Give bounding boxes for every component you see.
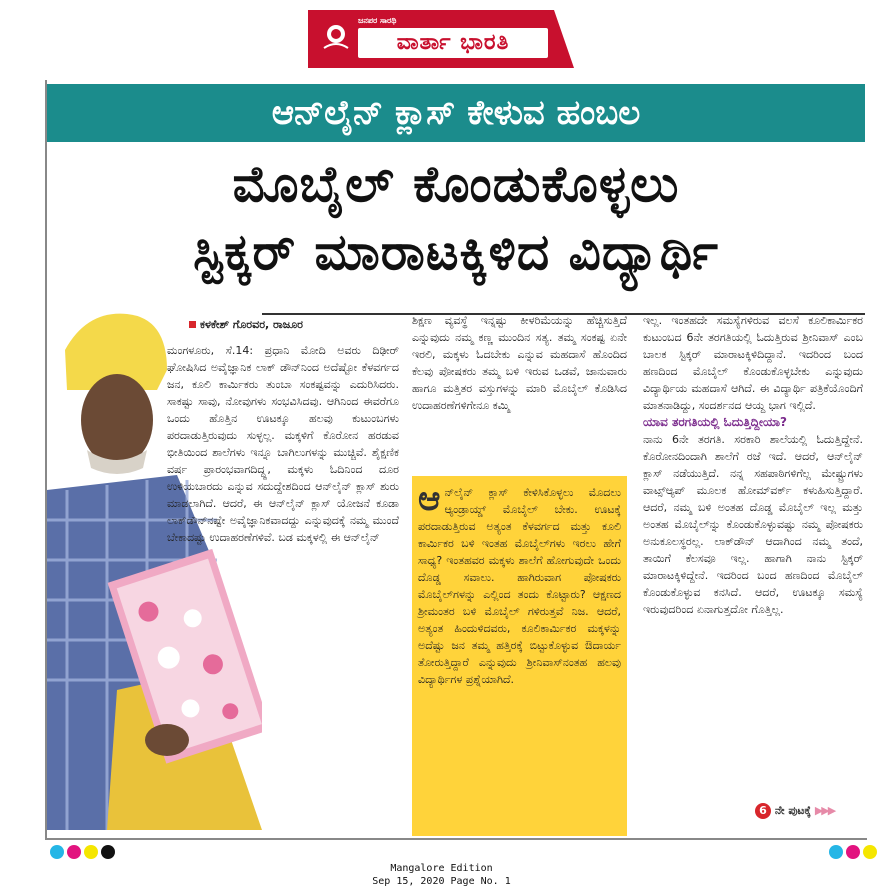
article-headline — [47, 150, 865, 286]
headline-line-1: ಮೊಬೈಲ್ ಕೊಂಡುಕೊಳ್ಳಲು — [232, 155, 680, 213]
article-column-2 — [412, 312, 627, 414]
article-column-1 — [167, 342, 399, 546]
edition-name: Mangalore Edition — [390, 863, 493, 874]
interview-question: ಯಾವ ತರಗತಿಯಲ್ಲಿ ಓದುತ್ತಿದ್ದೀಯಾ? — [643, 415, 787, 429]
continued-page-number: 6 — [755, 803, 771, 819]
column-1-text: ಮಂಗಳೂರು, ಸೆ.14: ಪ್ರಧಾನಿ ಮೋದಿ ಅವರು ದಿಢೀರ್ ಘೋಷಿಸಿದ ಅವೈಜ್ಞಾನಿಕ ಲಾಕ್ ಡೌನ್‌ನಿಂದ ಅದೆಷ್ಟೋ ಕೆಳವರ್ಗದ ಜನ, ಕೂಲಿ ಕಾರ್ಮಿಕರು ತುಂಬಾ ಸಂಕಷ್ಟವನ್ನು ಎದುರಿಸಿದರು. ಸಾಕಷ್ಟು ಸಾವು, ನೋವುಗಳು ಸಂಭವಿಸಿದವು. ಆಗಿನಿಂದ ಈವರೆಗೂ ಒಂದು ಹೊತ್ತಿನ ಊಟಕ್ಕೂ ಹಲವು ಕುಟುಂಬಗಳು ಪರದಾಡುತ್ತಿರುವುದು ಸುಳ್ಳಲ್ಲ. ಮಕ್ಕಳಿಗೆ ಕೊರೋನ ಹರಡುವ ಭೀತಿಯಿಂದ ಶಾಲೆಗಳು ಇನ್ನೂ ಬಾಗಿಲುಗಳನ್ನು ಮುಚ್ಚಿವೆ. ಶೈಕ್ಷಣಿಕ ವರ್ಷ ಪ್ರಾರಂಭವಾಗದಿದ್ದ್ದ, ಮಕ್ಕಳು ಓದಿನಿಂದ ದೂರ ಉಳಿಯಬಾರದು ಎನ್ನುವ ಸದುದ್ದೇಶದಿಂದ ಆನ್‌ಲೈನ್ ಕ್ಲಾಸ್ ಶುರು ಮಾಡಲಾಗಿದೆ. ಆದರೆ, ಈ ಆನ್‌ಲೈನ್ ಕ್ಲಾಸ್ ಯೋಜನೆ ಕೂಡಾ ಲಾಕ್‌ಡೌನ್‌ನಷ್ಟೇ ಅವೈಜ್ಞಾನಿಕವಾದದ್ದು ಎನ್ನುವುದಕ್ಕೆ ನಮ್ಮ ಮುಂದೆ ಬೇಕಾದಷ್ಟು ಉದಾಹರಣೆಗಳಿವೆ. ಬಡ ಮಕ್ಕಳಲ್ಲಿ ಈ ಆನ್‌ಲೈನ್ — [167, 344, 399, 544]
magenta-dot-icon — [846, 845, 860, 859]
masthead-tagline: ಜನಪರ ಸಾರಥಿ — [358, 16, 397, 25]
continued-text: ನೇ ಪುಟಕ್ಕೆ — [774, 804, 811, 817]
black-dot-icon — [101, 845, 115, 859]
drop-cap: ಆ — [418, 479, 441, 519]
registration-marks-left — [50, 844, 118, 863]
column-2-text: ಶಿಕ್ಷಣ ವ್ಯವಸ್ಥೆ ಇನ್ನಷ್ಟು ಕೀಳರಿಮೆಯನ್ನು ಹೆಚ್ಚಿಸುತ್ತಿದೆ ಎನ್ನುವುದು ನಮ್ಮ ಕಣ್ಣ ಮುಂದಿನ ಸತ್ಯ. ತಮ್ಮ ಸಂಕಷ್ಟ ಏನೇ ಇರಲಿ, ಮಕ್ಕಳು ಓದಬೇಕು ಎನ್ನುವ ಮಹದಾಸೆ ಹೊಂದಿದ ಕೆಲವು ಪೋಷಕರು ತಮ್ಮ ಬಳಿ ಇರುವ ಒಡವೆ, ಜಾನುವಾರು ಹಾಗೂ ಮತ್ತಿತರ ವಸ್ತುಗಳನ್ನು ಮಾರಿ ಮೊಬೈಲ್ ಕೊಡಿಸಿದ ಉದಾಹರಣೆಗಳಿಗೇನೂ ಕಮ್ಮಿ — [412, 314, 627, 412]
interview-answer: ನಾನು 6ನೇ ತರಗತಿ. ಸರಕಾರಿ ಶಾಲೆಯಲ್ಲಿ ಓದುತ್ತಿದ್ದೇನೆ. ಕೊರೋನದಿಂದಾಗಿ ಶಾಲೆಗೆ ರಜೆ ಇದೆ. ಆದರೆ, ಆನ್‌ಲೈನ್ ಕ್ಲಾಸ್ ನಡೆಯುತ್ತಿದೆ. ನನ್ನ ಸಹಪಾಠಿಗಳಿಗೆಲ್ಲ ಮೇಷ್ಟ್ರುಗಳು ವಾಟ್ಸ್‌ಆ್ಯಪ್ ಮೂಲಕ ಹೋಮ್‌ವರ್ಕ್ ಕಳುಹಿಸುತ್ತಿದ್ದಾರೆ. ಆದರೆ, ನಮ್ಮ ಬಳಿ ಅಂತಹ ದೊಡ್ಡ ಮೊಬೈಲ್ ಇಲ್ಲ ಮತ್ತು ಅಂತಹ ಮೊಬೈಲ್‌ನ್ನು ಕೊಂಡುಕೊಳ್ಳುವಷ್ಟು ನಮ್ಮ ಪೋಷಕರು ಅನುಕೂಲಸ್ಥರಲ್ಲ. ಲಾಕ್‌ಡೌನ್ ಆದಾಗಿಂದ ನಮ್ಮ ತಂದೆ, ತಾಯಿಗೆ ಕೆಲಸವೂ ಇಲ್ಲ. ಹಾಗಾಗಿ ನಾನು ಸ್ಟಿಕ್ಕರ್ ಮಾರಾಟಕ್ಕಿಳಿದ್ದೇನೆ. ಇದರಿಂದ ಬಂದ ಹಣದಿಂದ ಮೊಬೈಲ್ ಕೊಂಡುಕೊಳ್ಳುವ ಕನಸಿದೆ. ಆದರೆ, ಊಟಕ್ಕೂ ಸಮಸ್ಯೆ ಇರುವುದರಿಂದ ಏನಾಗುತ್ತದೋ ಗೊತ್ತಿಲ್ಲ. — [643, 433, 863, 616]
edition-footer — [0, 862, 883, 888]
headline-line-2: ಸ್ಟಿಕ್ಕರ್ ಮಾರಾಟಕ್ಕಿಳಿದ ವಿದ್ಯಾರ್ಥಿ — [193, 223, 719, 281]
byline-marker-icon — [189, 321, 196, 328]
column-3-text: ಇಲ್ಲ. ಇಂತಹದೇ ಸಮಸ್ಯೆಗಳಿರುವ ವಲಸೆ ಕೂಲಿಕಾರ್ಮಿಕರ ಕುಟುಂಬದ 6ನೇ ತರಗತಿಯಲ್ಲಿ ಓದುತ್ತಿರುವ ಶ್ರೀನಿವಾಸ್ ಎಂಬ ಬಾಲಕ ಸ್ಟಿಕ್ಕರ್ ಮಾರಾಟಕ್ಕಿಳಿದಿದ್ದಾನೆ. ಇದರಿಂದ ಬಂದ ಹಣದಿಂದ ಮೊಬೈಲ್ ಕೊಂಡುಕೊಳ್ಳಬೇಕು ಎನ್ನುವುದು ವಿದ್ಯಾರ್ಥಿಯ ಮಹದಾಸೆ ಆಗಿದೆ. ಈ ವಿದ್ಯಾರ್ಥಿ ಪತ್ರಿಕೆಯೊಂದಿಗೆ ಮಾತನಾಡಿದ್ದು, ಸಂದರ್ಶನದ ಆಯ್ದ ಭಾಗ ಇಲ್ಲಿದೆ. — [643, 314, 863, 412]
article-kicker: ಆನ್‌ಲೈನ್ ಕ್ಲಾಸ್ ಕೇಳುವ ಹಂಬಲ — [47, 84, 865, 142]
byline — [189, 318, 303, 332]
article-clipping — [45, 80, 867, 840]
yellow-dot-icon — [863, 845, 877, 859]
registration-marks-right — [829, 844, 877, 863]
cyan-dot-icon — [829, 845, 843, 859]
highlight-box-column — [412, 476, 627, 688]
highlight-box — [412, 476, 627, 836]
continue-arrows-icon: ▶▶▶ — [814, 804, 835, 817]
continued-link[interactable] — [755, 803, 834, 819]
article-column-3 — [643, 312, 863, 618]
edition-date-page: Sep 15, 2020 Page No. 1 — [372, 876, 511, 887]
masthead-emblem-icon — [316, 18, 356, 58]
highlight-box-text: ನ್‌ಲೈನ್ ಕ್ಲಾಸ್ ಕೇಳಿಸಿಕೊಳ್ಳಲು ಮೊದಲು ಆ್ಯಂಡ್ರಾಯ್ಡ್ ಮೊಬೈಲ್ ಬೇಕು. ಊಟಕ್ಕೆ ಪರದಾಡುತ್ತಿರುವ ಅತ್ಯಂತ ಕೆಳವರ್ಗದ ಮತ್ತು ಕೂಲಿ ಕಾರ್ಮಿಕರ ಬಳಿ ಇಂತಹ ಮೊಬೈಲ್‌ಗಳು ಇರಲು ಹೇಗೆ ಸಾಧ್ಯ? ಇಂತಹವರ ಮಕ್ಕಳು ಶಾಲೆಗೆ ಹೋಗುವುದೇ ಒಂದು ದೊಡ್ಡ ಸವಾಲು. ಹಾಗಿರುವಾಗ ಪೋಷಕರು ಮೊಬೈಲ್‌ಗಳನ್ನು ಎಲ್ಲಿಂದ ತಂದು ಕೊಟ್ಟಾರು? ಆಕ್ಷಣದ ಶ್ರೀಮಂತರ ಬಳಿ ಮೊಬೈಲ್ ಗಳಿರುತ್ತವೆ ನಿಜ. ಆದರೆ, ಅತ್ಯಂತ ಹಿಂದುಳಿದವರು, ಕೂಲಿಕಾರ್ಮಿಕರ ಮಕ್ಕಳನ್ನು ಅದೆಷ್ಟು ಜನ ತಮ್ಮ ಹತ್ತಿರಕ್ಕೆ ಬಿಟ್ಟುಕೊಳ್ಳುವ ಔದಾರ್ಯ ತೋರುತ್ತಿದ್ದಾರೆ ಎನ್ನುವುದು ಶ್ರೀನಿವಾಸ್‌ನಂತಹ ಹಲವು ವಿದ್ಯಾರ್ಥಿಗಳ ಪ್ರಶ್ನೆಯಾಗಿದೆ. — [418, 486, 621, 686]
masthead-logo[interactable] — [308, 10, 574, 68]
byline-text: ಕಳಕೇಶ್ ಗೊರವರ, ರಾಜೂರ — [200, 318, 303, 331]
yellow-dot-icon — [84, 845, 98, 859]
masthead-name: ವಾರ್ತಾ ಭಾರತಿ — [358, 28, 548, 58]
cyan-dot-icon — [50, 845, 64, 859]
magenta-dot-icon — [67, 845, 81, 859]
